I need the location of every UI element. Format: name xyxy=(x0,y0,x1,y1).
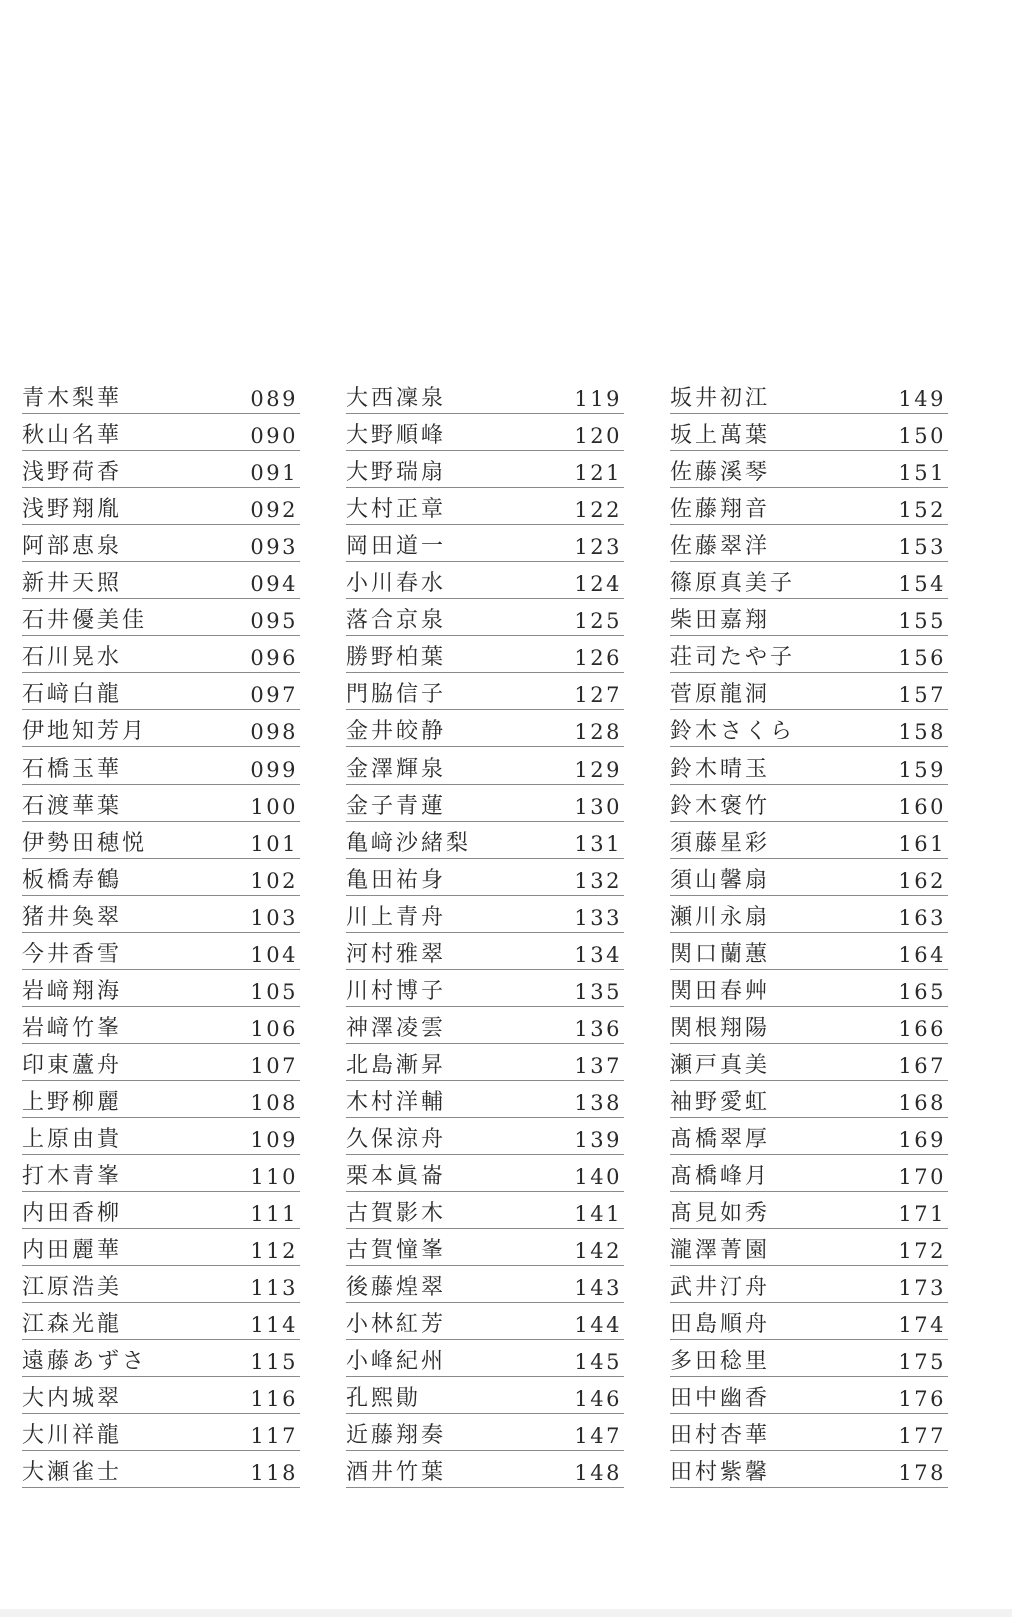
index-entry xyxy=(346,1044,624,1081)
page-number: 145 xyxy=(574,1350,622,1375)
index-entry xyxy=(22,896,300,933)
index-entry xyxy=(346,1266,624,1303)
page-number: 169 xyxy=(898,1127,946,1152)
artist-name: 古賀憧峯 xyxy=(346,1238,447,1264)
index-column xyxy=(22,377,300,1488)
artist-name: 須山馨扇 xyxy=(670,867,771,893)
index-entry xyxy=(346,1377,624,1414)
page-number: 149 xyxy=(898,387,946,412)
artist-name: 栗本眞崙 xyxy=(346,1164,447,1190)
page-number: 117 xyxy=(250,1424,298,1449)
page-number: 110 xyxy=(250,1165,298,1190)
artist-name: 瀬戸真美 xyxy=(670,1052,771,1078)
page-number: 100 xyxy=(250,794,298,819)
index-entry xyxy=(346,970,624,1007)
artist-name: 髙見如秀 xyxy=(670,1201,771,1227)
index-entry xyxy=(22,747,300,784)
index-entry xyxy=(346,636,624,673)
index-entry xyxy=(670,1007,948,1044)
artist-name: 門脇信子 xyxy=(346,682,447,708)
index-entry xyxy=(22,1340,300,1377)
artist-name: 小峰紀州 xyxy=(346,1349,447,1375)
page-number: 098 xyxy=(250,720,298,745)
index-column xyxy=(670,377,948,1488)
index-entry xyxy=(22,673,300,710)
index-entry xyxy=(670,970,948,1007)
artist-name: 金子青蓮 xyxy=(346,793,447,819)
page-number: 123 xyxy=(574,535,622,560)
artist-name: 柴田嘉翔 xyxy=(670,608,771,634)
page-number: 157 xyxy=(898,683,946,708)
index-entry xyxy=(346,933,624,970)
page-number: 107 xyxy=(250,1053,298,1078)
index-entry xyxy=(670,747,948,784)
index-entry xyxy=(670,414,948,451)
index-entry xyxy=(346,377,624,414)
artist-name: 岩﨑翔海 xyxy=(22,978,123,1004)
artist-name: 鈴木褒竹 xyxy=(670,793,771,819)
artist-name: 石井優美佳 xyxy=(22,608,148,634)
index-entry xyxy=(670,1044,948,1081)
index-entry xyxy=(22,822,300,859)
index-entry xyxy=(22,525,300,562)
page-number: 092 xyxy=(250,498,298,523)
artist-name: 佐藤翔音 xyxy=(670,497,771,523)
artist-name: 伊地知芳月 xyxy=(22,719,148,745)
index-entry xyxy=(346,859,624,896)
index-entry xyxy=(22,1155,300,1192)
page-number: 142 xyxy=(574,1239,622,1264)
artist-name: 髙橋峰月 xyxy=(670,1164,771,1190)
index-entry xyxy=(22,599,300,636)
page-number: 111 xyxy=(250,1202,298,1227)
page-number: 125 xyxy=(574,609,622,634)
artist-name: 坂井初江 xyxy=(670,386,771,412)
page-number: 118 xyxy=(250,1461,298,1486)
artist-name: 落合京泉 xyxy=(346,608,447,634)
artist-name: 須藤星彩 xyxy=(670,830,771,856)
page-number: 120 xyxy=(574,424,622,449)
index-entry xyxy=(670,1303,948,1340)
artist-name: 大野瑞扇 xyxy=(346,460,447,486)
page-number: 130 xyxy=(574,794,622,819)
page-number: 138 xyxy=(574,1090,622,1115)
artist-name: 岩﨑竹峯 xyxy=(22,1015,123,1041)
page-number: 114 xyxy=(250,1313,298,1338)
index-entry xyxy=(346,1340,624,1377)
artist-name: 阿部恵泉 xyxy=(22,534,123,560)
page-number: 131 xyxy=(574,831,622,856)
index-entry xyxy=(22,1118,300,1155)
artist-name: 上野柳麗 xyxy=(22,1089,123,1115)
page-number: 160 xyxy=(898,794,946,819)
page-number: 148 xyxy=(574,1461,622,1486)
page-number: 133 xyxy=(574,905,622,930)
page-number: 128 xyxy=(574,720,622,745)
page-number: 108 xyxy=(250,1090,298,1115)
index-entry xyxy=(670,673,948,710)
page-number: 137 xyxy=(574,1053,622,1078)
artist-name: 猪井奐翠 xyxy=(22,904,123,930)
artist-name: 浅野荷香 xyxy=(22,460,123,486)
index-entry xyxy=(670,896,948,933)
page-number: 101 xyxy=(250,831,298,856)
page-number: 132 xyxy=(574,868,622,893)
page-number: 172 xyxy=(898,1239,946,1264)
artist-name: 瀧澤菁園 xyxy=(670,1238,771,1264)
index-entry xyxy=(346,1007,624,1044)
page-number: 176 xyxy=(898,1387,946,1412)
index-column xyxy=(346,377,624,1488)
artist-name: 古賀影木 xyxy=(346,1201,447,1227)
page-number: 135 xyxy=(574,979,622,1004)
index-entry xyxy=(22,859,300,896)
artist-name: 亀田祐身 xyxy=(346,867,447,893)
index-entry xyxy=(346,525,624,562)
index-entry xyxy=(346,1229,624,1266)
index-entry xyxy=(346,1118,624,1155)
artist-name: 瀬川永扇 xyxy=(670,904,771,930)
page-number: 096 xyxy=(250,646,298,671)
artist-name: 近藤翔奏 xyxy=(346,1423,447,1449)
index-entry xyxy=(22,1266,300,1303)
artist-name: 関田春艸 xyxy=(670,978,771,1004)
index-entry xyxy=(346,1451,624,1488)
index-entry xyxy=(22,377,300,414)
index-entry xyxy=(670,1266,948,1303)
page-number: 104 xyxy=(250,942,298,967)
index-entry xyxy=(346,822,624,859)
page-number: 109 xyxy=(250,1127,298,1152)
index-entry xyxy=(346,747,624,784)
index-entry xyxy=(22,562,300,599)
index-entry xyxy=(22,970,300,1007)
artist-name: 関根翔陽 xyxy=(670,1015,771,1041)
artist-name: 石橋玉華 xyxy=(22,756,123,782)
page-number: 154 xyxy=(898,572,946,597)
page-number: 090 xyxy=(250,424,298,449)
artist-name: 後藤煌翠 xyxy=(346,1275,447,1301)
artist-name: 勝野柏葉 xyxy=(346,645,447,671)
artist-name: 木村洋輔 xyxy=(346,1089,447,1115)
artist-name: 今井香雪 xyxy=(22,941,123,967)
index-entry xyxy=(670,785,948,822)
page-number: 147 xyxy=(574,1424,622,1449)
page-number: 167 xyxy=(898,1053,946,1078)
page-number: 126 xyxy=(574,646,622,671)
page-number: 162 xyxy=(898,868,946,893)
index-entry xyxy=(346,1192,624,1229)
index-entry xyxy=(670,1451,948,1488)
artist-name: 田中幽香 xyxy=(670,1386,771,1412)
index-entry xyxy=(22,710,300,747)
name-index xyxy=(22,377,948,1488)
artist-name: 石渡華葉 xyxy=(22,793,123,819)
index-entry xyxy=(22,1377,300,1414)
artist-name: 多田稔里 xyxy=(670,1349,771,1375)
page-number: 143 xyxy=(574,1276,622,1301)
page-number: 113 xyxy=(250,1276,298,1301)
page-number: 165 xyxy=(898,979,946,1004)
page-number: 103 xyxy=(250,905,298,930)
index-entry xyxy=(670,1229,948,1266)
page-number: 102 xyxy=(250,868,298,893)
artist-name: 北島漸昇 xyxy=(346,1052,447,1078)
page-number: 099 xyxy=(250,757,298,782)
page-number: 089 xyxy=(250,387,298,412)
page-number: 164 xyxy=(898,942,946,967)
page-number: 153 xyxy=(898,535,946,560)
index-entry xyxy=(346,1303,624,1340)
index-entry xyxy=(346,451,624,488)
artist-name: 鈴木晴玉 xyxy=(670,756,771,782)
page-number: 175 xyxy=(898,1350,946,1375)
page-number: 178 xyxy=(898,1461,946,1486)
artist-name: 田村杏華 xyxy=(670,1423,771,1449)
index-entry xyxy=(22,1229,300,1266)
artist-name: 孔熙勛 xyxy=(346,1386,422,1412)
index-entry xyxy=(22,933,300,970)
page-number: 174 xyxy=(898,1313,946,1338)
artist-name: 内田香柳 xyxy=(22,1201,123,1227)
page-number: 156 xyxy=(898,646,946,671)
artist-name: 大西凜泉 xyxy=(346,386,447,412)
artist-name: 伊勢田穂悦 xyxy=(22,830,148,856)
page-number: 168 xyxy=(898,1090,946,1115)
index-entry xyxy=(670,599,948,636)
index-entry xyxy=(22,414,300,451)
artist-name: 江森光龍 xyxy=(22,1312,123,1338)
page-number: 119 xyxy=(574,387,622,412)
index-entry xyxy=(670,488,948,525)
artist-name: 川上青舟 xyxy=(346,904,447,930)
index-entry xyxy=(670,451,948,488)
artist-name: 遠藤あずさ xyxy=(22,1349,148,1375)
page-number: 144 xyxy=(574,1313,622,1338)
artist-name: 大内城翠 xyxy=(22,1386,123,1412)
index-entry xyxy=(22,636,300,673)
artist-name: 坂上萬葉 xyxy=(670,423,771,449)
artist-name: 岡田道一 xyxy=(346,534,447,560)
page-number: 105 xyxy=(250,979,298,1004)
page-number: 093 xyxy=(250,535,298,560)
page-number: 140 xyxy=(574,1165,622,1190)
page-number: 166 xyxy=(898,1016,946,1041)
index-entry xyxy=(346,414,624,451)
index-entry xyxy=(670,933,948,970)
page-number: 121 xyxy=(574,461,622,486)
page-number: 136 xyxy=(574,1016,622,1041)
artist-name: 佐藤翠洋 xyxy=(670,534,771,560)
index-entry xyxy=(670,1155,948,1192)
page-number: 177 xyxy=(898,1424,946,1449)
artist-name: 金澤輝泉 xyxy=(346,756,447,782)
artist-name: 大村正章 xyxy=(346,497,447,523)
artist-name: 鈴木さくら xyxy=(670,719,796,745)
index-entry xyxy=(22,1044,300,1081)
page-number: 170 xyxy=(898,1165,946,1190)
artist-name: 亀﨑沙緒梨 xyxy=(346,830,472,856)
page-number: 139 xyxy=(574,1127,622,1152)
artist-name: 青木梨華 xyxy=(22,386,123,412)
page-number: 141 xyxy=(574,1202,622,1227)
index-entry xyxy=(670,1377,948,1414)
index-entry xyxy=(670,859,948,896)
index-entry xyxy=(22,1007,300,1044)
index-entry xyxy=(22,451,300,488)
page-number: 146 xyxy=(574,1387,622,1412)
artist-name: 荘司たや子 xyxy=(670,645,796,671)
page-number: 124 xyxy=(574,572,622,597)
index-entry xyxy=(670,1340,948,1377)
artist-name: 石川晃水 xyxy=(22,645,123,671)
artist-name: 大瀬雀士 xyxy=(22,1460,123,1486)
page-number: 116 xyxy=(250,1387,298,1412)
artist-name: 菅原龍洞 xyxy=(670,682,771,708)
artist-name: 印東蘆舟 xyxy=(22,1052,123,1078)
artist-name: 大野順峰 xyxy=(346,423,447,449)
index-entry xyxy=(670,710,948,747)
page-number: 094 xyxy=(250,572,298,597)
artist-name: 金井皎静 xyxy=(346,719,447,745)
index-entry xyxy=(346,1414,624,1451)
page-number: 150 xyxy=(898,424,946,449)
index-entry xyxy=(670,1414,948,1451)
artist-name: 髙橋翠厚 xyxy=(670,1126,771,1152)
page-number: 161 xyxy=(898,831,946,856)
page-number: 106 xyxy=(250,1016,298,1041)
artist-name: 小川春水 xyxy=(346,571,447,597)
index-entry xyxy=(346,785,624,822)
index-entry xyxy=(22,1081,300,1118)
index-entry xyxy=(670,1118,948,1155)
artist-name: 打木青峯 xyxy=(22,1164,123,1190)
artist-name: 関口蘭蕙 xyxy=(670,941,771,967)
index-entry xyxy=(22,1192,300,1229)
page-number: 129 xyxy=(574,757,622,782)
artist-name: 篠原真美子 xyxy=(670,571,796,597)
artist-name: 田村紫馨 xyxy=(670,1460,771,1486)
index-entry xyxy=(670,1081,948,1118)
page-number: 171 xyxy=(898,1202,946,1227)
artist-name: 上原由貴 xyxy=(22,1126,123,1152)
artist-name: 久保涼舟 xyxy=(346,1126,447,1152)
index-entry xyxy=(22,785,300,822)
page-number: 158 xyxy=(898,720,946,745)
page-number: 152 xyxy=(898,498,946,523)
artist-name: 酒井竹葉 xyxy=(346,1460,447,1486)
artist-name: 板橋寿鶴 xyxy=(22,867,123,893)
index-entry xyxy=(346,673,624,710)
index-entry xyxy=(346,710,624,747)
artist-name: 武井汀舟 xyxy=(670,1275,771,1301)
artist-name: 江原浩美 xyxy=(22,1275,123,1301)
index-entry xyxy=(346,562,624,599)
page-number: 151 xyxy=(898,461,946,486)
page-number: 091 xyxy=(250,461,298,486)
page-number: 127 xyxy=(574,683,622,708)
artist-name: 河村雅翠 xyxy=(346,941,447,967)
page-number: 134 xyxy=(574,942,622,967)
artist-name: 内田麗華 xyxy=(22,1238,123,1264)
page-number: 115 xyxy=(250,1350,298,1375)
page-number: 173 xyxy=(898,1276,946,1301)
index-entry xyxy=(670,822,948,859)
index-entry xyxy=(670,525,948,562)
page-number: 095 xyxy=(250,609,298,634)
page-number: 112 xyxy=(250,1239,298,1264)
page-number: 163 xyxy=(898,905,946,930)
artist-name: 神澤凌雲 xyxy=(346,1015,447,1041)
artist-name: 川村博子 xyxy=(346,978,447,1004)
artist-name: 秋山名華 xyxy=(22,423,123,449)
index-entry xyxy=(346,896,624,933)
artist-name: 田島順舟 xyxy=(670,1312,771,1338)
artist-name: 新井天照 xyxy=(22,571,123,597)
index-entry xyxy=(346,1155,624,1192)
bottom-edge xyxy=(0,1609,1012,1617)
page-number: 122 xyxy=(574,498,622,523)
artist-name: 浅野翔胤 xyxy=(22,497,123,523)
artist-name: 大川祥龍 xyxy=(22,1423,123,1449)
index-entry xyxy=(22,1451,300,1488)
artist-name: 佐藤溪琴 xyxy=(670,460,771,486)
index-entry xyxy=(670,636,948,673)
index-entry xyxy=(22,1303,300,1340)
page-number: 159 xyxy=(898,757,946,782)
artist-name: 小林紅芳 xyxy=(346,1312,447,1338)
index-entry xyxy=(22,1414,300,1451)
index-entry xyxy=(346,599,624,636)
artist-name: 石﨑白龍 xyxy=(22,682,123,708)
index-entry xyxy=(670,562,948,599)
index-entry xyxy=(346,1081,624,1118)
artist-name: 袖野愛虹 xyxy=(670,1089,771,1115)
index-entry xyxy=(670,377,948,414)
index-entry xyxy=(22,488,300,525)
page-number: 097 xyxy=(250,683,298,708)
page-number: 155 xyxy=(898,609,946,634)
index-entry xyxy=(346,488,624,525)
index-entry xyxy=(670,1192,948,1229)
